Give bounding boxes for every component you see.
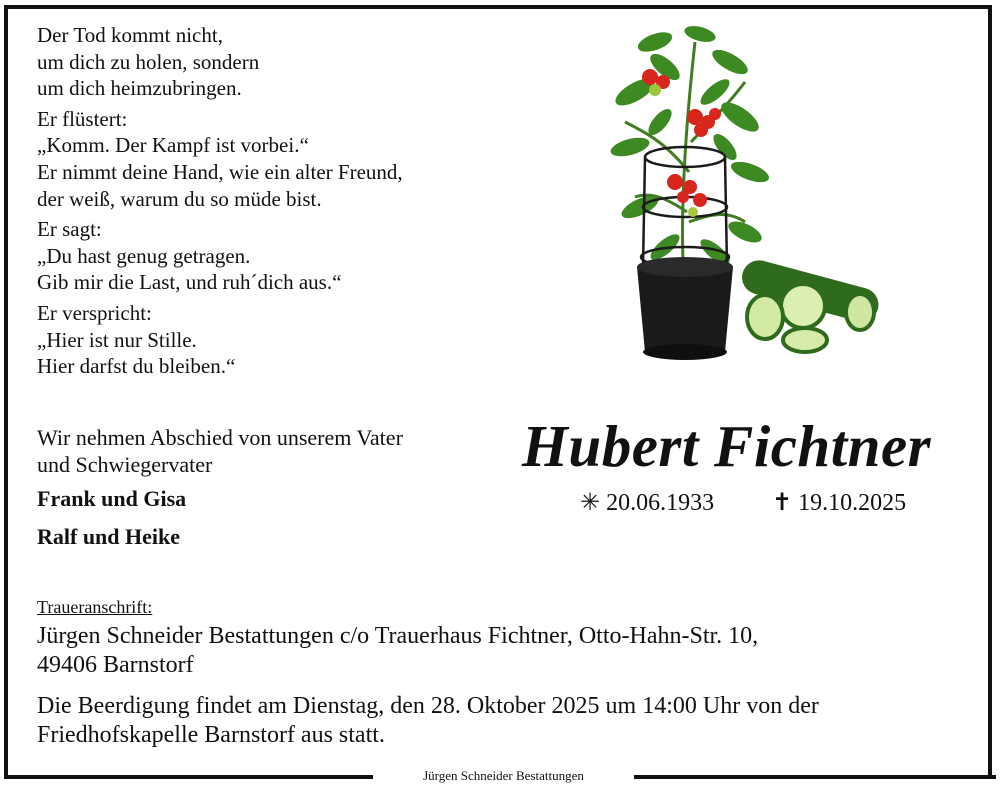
poem-line: um dich heimzubringen. [37,76,242,101]
poem-line: Er flüstert: [37,106,128,131]
mourner-name: Ralf und Heike [37,524,181,549]
poem-line: Er verspricht: [37,300,152,325]
poem-line: Er sagt: [37,217,102,242]
tomato-plant-and-cucumber-picture [605,22,890,367]
farewell-text [37,424,403,478]
birth-date: ✳ 20.06.1933 [580,490,715,516]
mourner-name: Frank und Gisa [37,486,187,511]
address-line: 49406 Barnstorf [37,652,194,678]
funeral-line: Friedhofskapelle Barnstorf aus statt. [37,722,385,748]
funeral-notice [37,692,819,750]
poem-line: „Komm. Der Kampf ist vorbei.“ [37,133,309,158]
death-date: ✝ 19.10.2025 [772,490,907,516]
poem-stanza [37,106,403,212]
footer-undertaker: Jürgen Schneider Bestattungen [423,768,584,783]
poem-line: um dich zu holen, sondern [37,49,260,74]
poem-line: Gib mir die Last, und ruh´dich aus.“ [37,270,342,295]
poem-line: Der Tod kommt nicht, [37,23,223,47]
cross-icon: ✝ [772,490,793,516]
poem-line: der weiß, warum du so müde bist. [37,186,322,211]
birth-star-icon: ✳ [580,490,601,516]
poem-line: „Du hast genug getragen. [37,243,251,268]
poem-line: Er nimmt deine Hand, wie ein alter Freund, [37,159,403,184]
deceased-name: Hubert Fichtner [522,413,932,479]
poem-stanza [37,300,403,380]
farewell-line: und Schwiegervater [37,452,213,477]
poem-line: „Hier ist nur Stille. [37,327,197,352]
address-line: Jürgen Schneider Bestattungen c/o Trauerhaus Fichtner, Otto-Hahn-Str. 10, [37,623,759,649]
poem-line: Hier darfst du bleiben.“ [37,354,236,379]
poem-stanza [37,216,403,296]
farewell-line: Wir nehmen Abschied von unserem Vater [37,425,403,450]
address-label: Traueranschrift: [37,597,153,617]
poem [37,22,403,384]
bottom-border-left [4,775,373,779]
bottom-border-right [634,775,996,779]
poem-stanza [37,22,403,102]
mourning-address [37,622,758,680]
funeral-line: Die Beerdigung findet am Dienstag, den 28. Oktober 2025 um 14:00 Uhr von der [37,693,819,719]
